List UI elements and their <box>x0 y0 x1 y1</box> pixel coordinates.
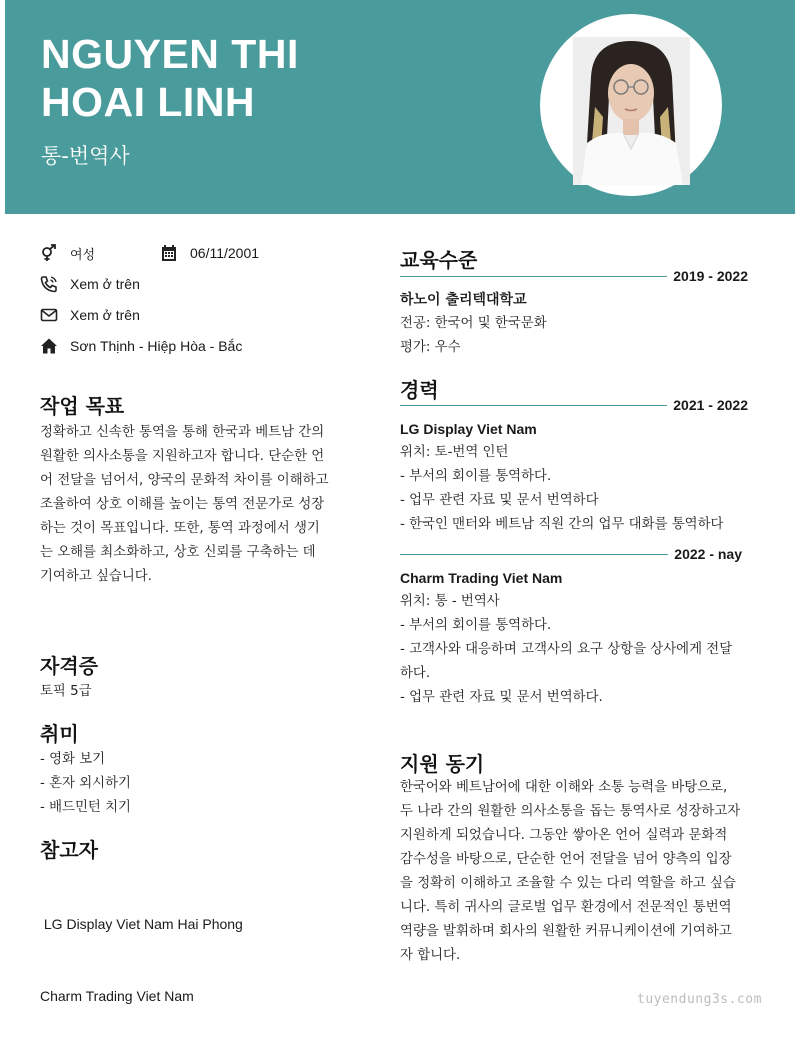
job-1-period: 2021 - 2022 <box>673 397 748 413</box>
objective-line: 기여하고 싶습니다. <box>40 569 152 584</box>
name-line-1: NGUYEN THI <box>41 31 299 77</box>
job-1-line: - 부서의 회이를 통역하다. <box>400 469 552 484</box>
hobby-item: - 배드민턴 치기 <box>40 800 131 815</box>
motivation-line: 감수성을 바탕으로, 단순한 언어 전달을 넘어 양측의 입장 <box>400 852 732 867</box>
job-2-line: - 부서의 회이를 통역하다. <box>400 618 552 633</box>
motivation-line: 을 정확히 이해하고 조율할 수 있는 다리 역할을 하고 싶습 <box>400 876 736 891</box>
section-divider <box>400 276 667 277</box>
education-period: 2019 - 2022 <box>673 268 748 284</box>
section-divider <box>400 554 668 555</box>
experience-title: 경력 <box>400 378 439 402</box>
reference-item: LG Display Viet Nam Hai Phong <box>40 916 243 932</box>
education-block <box>400 288 547 360</box>
objective-line: 하는 것이 목표입니다. 또한, 통역 과정에서 생기 <box>40 521 320 536</box>
job-1-line: - 업무 관련 자료 및 문서 번역하다 <box>400 493 599 508</box>
job-1-company: LG Display Viet Nam <box>400 421 537 437</box>
motivation-line: 두 나라 간의 원활한 의사소통을 돕는 통역사로 성장하고자 <box>400 804 741 819</box>
grade: 평가: 우수 <box>400 340 461 355</box>
section-divider <box>400 405 667 406</box>
motivation-line: 니다. 특히 귀사의 글로벌 업무 환경에서 전문적인 통번역 <box>400 900 732 915</box>
email-row <box>40 304 140 326</box>
name-line-2: HOAI LINH <box>41 79 256 125</box>
phone-row <box>40 273 140 295</box>
address-value: Sơn Thịnh - Hiệp Hòa - Bắc <box>70 338 243 354</box>
job-1-line: 위치: 토-번역 인턴 <box>400 445 509 460</box>
hobby-item: - 혼자 외시하기 <box>40 776 131 791</box>
birthdate-row <box>160 242 259 264</box>
education-rule <box>400 266 748 286</box>
job-2-period: 2022 - nay <box>674 546 742 562</box>
phone-icon <box>40 275 58 293</box>
site-watermark: tuyendung3s.com <box>637 992 762 1007</box>
objective-line: 조율하여 상호 이해를 높이는 통역 전문가로 성장 <box>40 497 325 512</box>
motivation-text <box>400 776 766 968</box>
objective-line: 어 전달을 넘어서, 양국의 문화적 차이를 이해하고 <box>40 473 329 488</box>
gender-value: 여성 <box>70 247 96 263</box>
motivation-title: 지원 동기 <box>400 752 485 776</box>
job-2-line: 하다. <box>400 666 431 681</box>
job-title: 통-번역사 <box>41 144 130 168</box>
school-name: 하노이 출리텍대학교 <box>400 292 527 308</box>
job-2-line: 위치: 통 - 번역사 <box>400 594 500 609</box>
objective-line: 원활한 의사소통을 지원하고자 합니다. 단순한 언 <box>40 449 325 464</box>
cv-header <box>5 0 795 214</box>
profile-photo-frame <box>540 14 722 196</box>
references-title: 참고자 <box>40 838 98 862</box>
envelope-icon <box>40 306 58 324</box>
gender-icon <box>40 244 58 262</box>
reference-item: Charm Trading Viet Nam <box>40 988 194 1004</box>
profile-photo <box>573 37 690 185</box>
candidate-name <box>41 30 481 126</box>
job-2-line: - 고객사와 대응하며 고객사의 요구 상항을 상사에게 전달 <box>400 642 733 657</box>
motivation-line: 자 합니다. <box>400 948 461 963</box>
home-icon <box>40 337 58 355</box>
certificates-title: 자격증 <box>40 654 98 678</box>
objective-line: 는 오해를 최소화하고, 상호 신뢰를 구축하는 데 <box>40 545 316 560</box>
job-1-line: - 한국인 맨터와 베트남 직원 간의 업무 대화를 통역하다 <box>400 517 724 532</box>
motivation-line: 지원하게 되었습니다. 그동안 쌓아온 언어 실력과 문화적 <box>400 828 728 843</box>
job-2-line: - 업무 관련 자료 및 문서 번역하다. <box>400 690 603 705</box>
address-row <box>40 335 242 357</box>
calendar-icon <box>160 244 178 262</box>
objective-text <box>40 421 348 589</box>
job-2-company: Charm Trading Viet Nam <box>400 570 563 586</box>
objective-title: 작업 목표 <box>40 394 125 418</box>
job-2-rule <box>400 544 742 564</box>
education-title: 교육수준 <box>400 248 478 272</box>
birthdate-value: 06/11/2001 <box>190 245 260 261</box>
job-2-block <box>400 566 766 710</box>
hobby-item: - 영화 보기 <box>40 752 106 767</box>
gender-row <box>40 242 95 264</box>
email-value: Xem ở trên <box>70 307 140 323</box>
phone-value: Xem ở trên <box>70 276 140 292</box>
job-1-block <box>400 417 766 537</box>
job-1-rule <box>400 395 748 415</box>
motivation-line: 역량을 발휘하며 회사의 원활한 커뮤니케이션에 기여하고 <box>400 924 732 939</box>
major: 전공: 한국어 및 한국문화 <box>400 316 547 331</box>
references-list <box>40 864 243 1056</box>
hobbies-list <box>40 748 131 820</box>
objective-line: 정확하고 신속한 통역을 통해 한국과 베트남 간의 <box>40 425 325 440</box>
hobbies-title: 취미 <box>40 722 79 746</box>
motivation-line: 한국어와 베트남어에 대한 이해와 소통 능력을 바탕으로, <box>400 780 728 795</box>
certificate-item: 토픽 5급 <box>40 684 92 699</box>
